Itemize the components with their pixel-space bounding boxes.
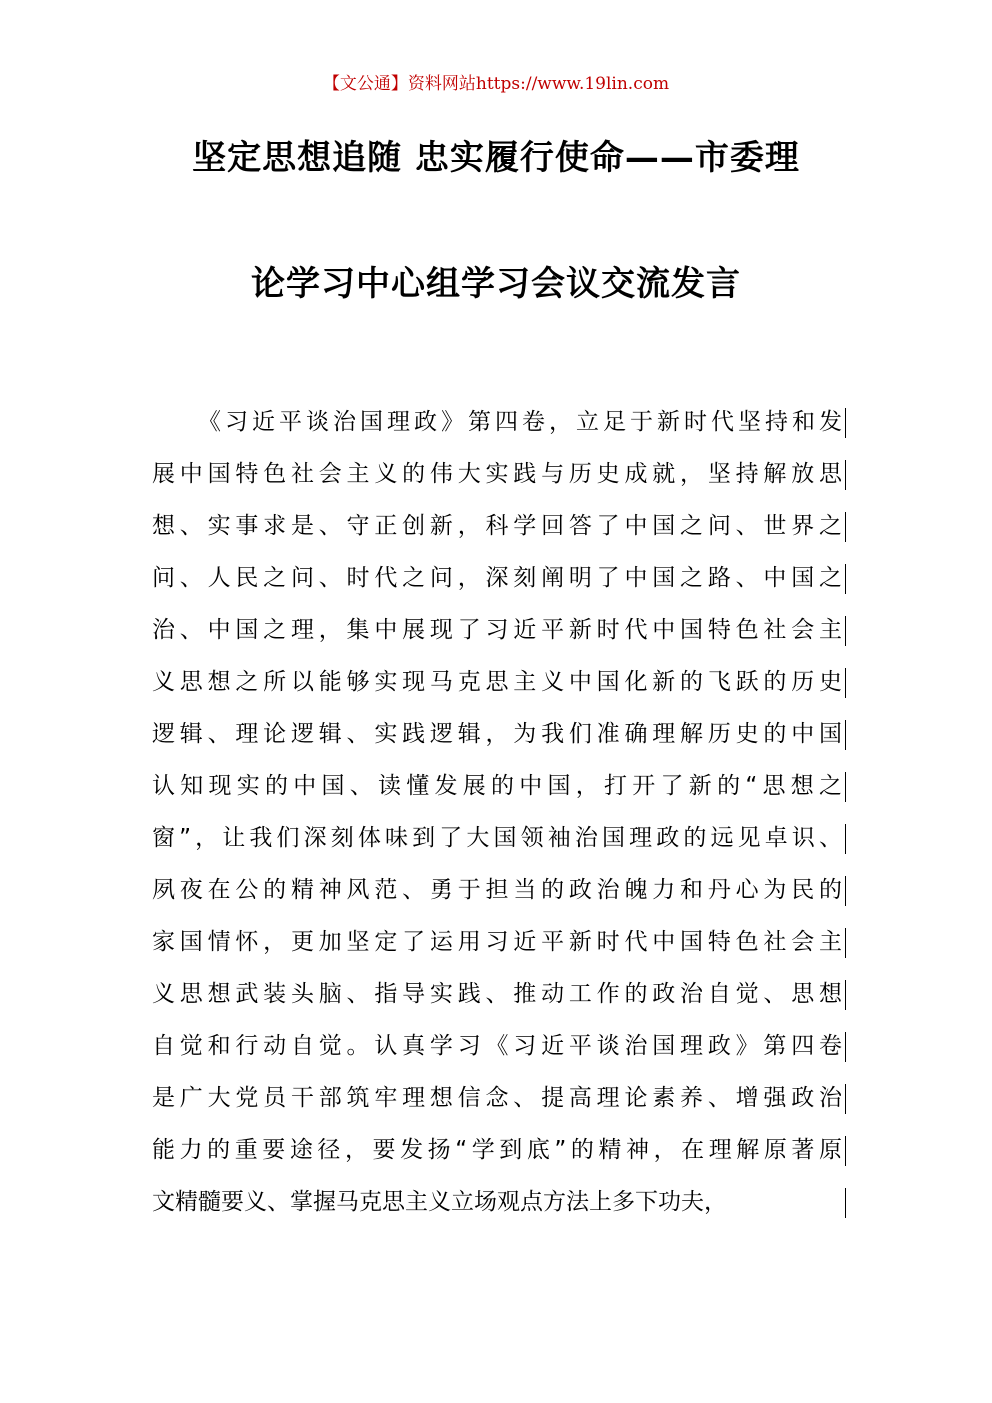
body-line-3: 想、实事求是、守正创新，科学回答了中国之问、世界之 <box>152 500 842 552</box>
margin-mark <box>845 1032 846 1062</box>
margin-mark <box>845 408 846 438</box>
body-line-2: 展中国特色社会主义的伟大实践与历史成就，坚持解放思 <box>152 448 842 500</box>
body-line-15: 能力的重要途径，要发扬“学到底”的精神，在理解原著原 <box>152 1124 842 1176</box>
margin-mark <box>845 616 846 646</box>
body-line-12: 义思想武装头脑、指导实践、推动工作的政治自觉、思想 <box>152 968 842 1020</box>
margin-mark <box>845 824 846 854</box>
document-title-line-1: 坚定思想追随 忠实履行使命——市委理 <box>192 138 800 178</box>
margin-mark <box>845 1188 846 1218</box>
body-line-9: 窗”，让我们深刻体味到了大国领袖治国理政的远见卓识、 <box>152 812 842 864</box>
body-line-1: 《习近平谈治国理政》第四卷，立足于新时代坚持和发 <box>152 396 842 448</box>
margin-mark <box>845 1136 846 1166</box>
body-line-16: 文精髓要义、掌握马克思主义立场观点方法上多下功夫， <box>152 1176 842 1228</box>
margin-mark <box>845 928 846 958</box>
margin-mark <box>845 720 846 750</box>
body-paragraph <box>152 396 842 1228</box>
margin-mark <box>845 1084 846 1114</box>
margin-mark <box>845 460 846 490</box>
body-line-4: 问、人民之问、时代之问，深刻阐明了中国之路、中国之 <box>152 552 842 604</box>
body-line-5: 治、中国之理，集中展现了习近平新时代中国特色社会主 <box>152 604 842 656</box>
body-line-7: 逻辑、理论逻辑、实践逻辑，为我们准确理解历史的中国 <box>152 708 842 760</box>
document-title-line-2: 论学习中心组学习会议交流发言 <box>251 264 741 304</box>
margin-mark <box>845 512 846 542</box>
body-line-11: 家国情怀，更加坚定了运用习近平新时代中国特色社会主 <box>152 916 842 968</box>
body-line-13: 自觉和行动自觉。认真学习《习近平谈治国理政》第四卷 <box>152 1020 842 1072</box>
margin-mark <box>845 980 846 1010</box>
body-line-8: 认知现实的中国、读懂发展的中国，打开了新的“思想之 <box>152 760 842 812</box>
margin-mark <box>845 564 846 594</box>
source-header: 【文公通】资料网站https://www.19lin.com <box>322 74 670 94</box>
body-line-10: 夙夜在公的精神风范、勇于担当的政治魄力和丹心为民的 <box>152 864 842 916</box>
margin-mark <box>845 876 846 906</box>
body-line-6: 义思想之所以能够实现马克思主义中国化新的飞跃的历史 <box>152 656 842 708</box>
body-line-14: 是广大党员干部筑牢理想信念、提高理论素养、增强政治 <box>152 1072 842 1124</box>
margin-mark <box>845 668 846 698</box>
margin-mark <box>845 772 846 802</box>
